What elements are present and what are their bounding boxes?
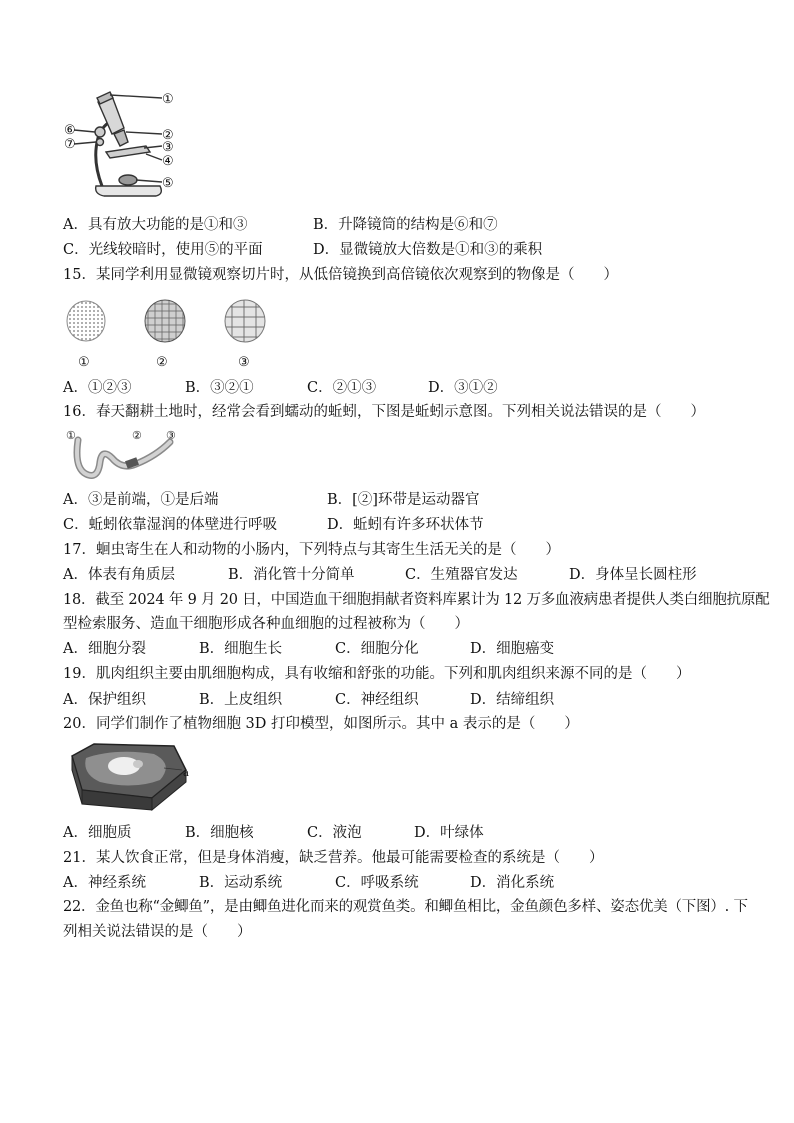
q16-option-c: C．蚯蚓依靠湿润的体壁进行呼吸 — [63, 517, 278, 533]
callout-2: ② — [162, 128, 174, 143]
q16-label-3: ③ — [166, 429, 176, 442]
q14-option-b: B．升降镜筒的结构是⑥和⑦ — [313, 217, 498, 233]
q19-option-b: B．上皮组织 — [199, 692, 283, 708]
q16-option-a: A．③是前端，①是后端 — [63, 492, 219, 508]
q14-option-a: A．具有放大功能的是①和③ — [63, 217, 248, 233]
callout-4: ④ — [162, 154, 174, 169]
q20-option-a: A．细胞质 — [63, 825, 132, 841]
q18-option-a: A．细胞分裂 — [63, 641, 146, 657]
q15-option-c: C．②①③ — [307, 380, 377, 396]
q18-option-d: D．细胞癌变 — [470, 641, 555, 657]
q18-stem-line1: 18．截至 2024 年 9 月 20 日，中国造血干细胞捐献者资料库累计为 12 万多血液病患者提供人类白细胞抗原配 — [63, 592, 770, 608]
callout-5: ⑤ — [162, 176, 174, 191]
q18-option-b: B．细胞生长 — [199, 641, 283, 657]
q20-option-b: B．细胞核 — [185, 825, 254, 841]
q15-label-1: ① — [78, 355, 90, 370]
q16-option-d: D．蚯蚓有许多环状体节 — [327, 517, 484, 533]
q20-option-d: D．叶绿体 — [414, 825, 484, 841]
cell-views-drawing — [64, 297, 284, 347]
q15-option-b: B．③②① — [185, 380, 254, 396]
callout-1: ① — [162, 92, 174, 107]
q18-stem-line2: 型检索服务、造血干细胞形成各种血细胞的过程被称为（ ） — [63, 616, 469, 632]
q15-label-2: ② — [156, 355, 168, 370]
cell-model-figure — [64, 740, 194, 812]
callout-7: ⑦ — [64, 137, 76, 152]
q17-option-d: D．身体呈长圆柱形 — [569, 567, 697, 583]
q17-option-c: C．生殖器官发达 — [405, 567, 518, 583]
q17-option-a: A．体表有角质层 — [63, 567, 175, 583]
q16-stem: 16．春天翻耕土地时，经常会看到蠕动的蚯蚓，下图是蚯蚓示意图。下列相关说法错误的是（ ） — [63, 404, 705, 420]
callout-3: ③ — [162, 140, 174, 155]
q19-option-a: A．保护组织 — [63, 692, 146, 708]
q16-option-b: B．[②]环带是运动器官 — [327, 492, 480, 508]
q22-stem-line1: 22．金鱼也称“金鲫鱼”，是由鲫鱼进化而来的观赏鱼类。和鲫鱼相比，金鱼颜色多样、姿态优美（下图）. 下 — [63, 899, 748, 915]
q18-option-c: C．细胞分化 — [335, 641, 419, 657]
q19-stem: 19．肌肉组织主要由肌细胞构成，具有收缩和舒张的功能。下列和肌肉组织来源不同的是（ ） — [63, 666, 691, 682]
q21-option-a: A．神经系统 — [63, 875, 146, 891]
q19-option-c: C．神经组织 — [335, 692, 419, 708]
q14-option-c: C．光线较暗时，使用⑤的平面 — [63, 242, 263, 258]
q20-label-a: a — [183, 768, 189, 779]
q21-stem: 21．某人饮食正常，但是身体消瘦，缺乏营养。他最可能需要检查的系统是（ ） — [63, 850, 604, 866]
q20-option-c: C．液泡 — [307, 825, 362, 841]
q14-option-d: D．显微镜放大倍数是①和③的乘积 — [313, 242, 543, 258]
microscope-figure — [64, 90, 184, 202]
q17-stem: 17．蛔虫寄生在人和动物的小肠内，下列特点与其寄生生活无关的是（ ） — [63, 542, 560, 558]
q21-option-c: C．呼吸系统 — [335, 875, 419, 891]
cell-model-drawing — [64, 740, 194, 812]
q21-option-b: B．运动系统 — [199, 875, 283, 891]
q15-option-d: D．③①② — [428, 380, 498, 396]
q20-stem: 20．同学们制作了植物细胞 3D 打印模型，如图所示。其中 a 表示的是（ ） — [63, 716, 579, 732]
callout-6: ⑥ — [64, 123, 76, 138]
q16-label-2: ② — [132, 429, 142, 442]
q22-stem-line2: 列相关说法错误的是（ ） — [63, 924, 252, 940]
earthworm-figure — [64, 428, 186, 484]
q15-figure — [64, 297, 284, 371]
q15-option-a: A．①②③ — [63, 380, 132, 396]
q21-option-d: D．消化系统 — [470, 875, 555, 891]
q19-option-d: D．结缔组织 — [470, 692, 555, 708]
q15-label-3: ③ — [238, 355, 250, 370]
q16-label-1: ① — [66, 429, 76, 442]
q17-option-b: B．消化管十分简单 — [228, 567, 355, 583]
q15-stem: 15．某同学利用显微镜观察切片时，从低倍镜换到高倍镜依次观察到的物像是（ ） — [63, 267, 618, 283]
